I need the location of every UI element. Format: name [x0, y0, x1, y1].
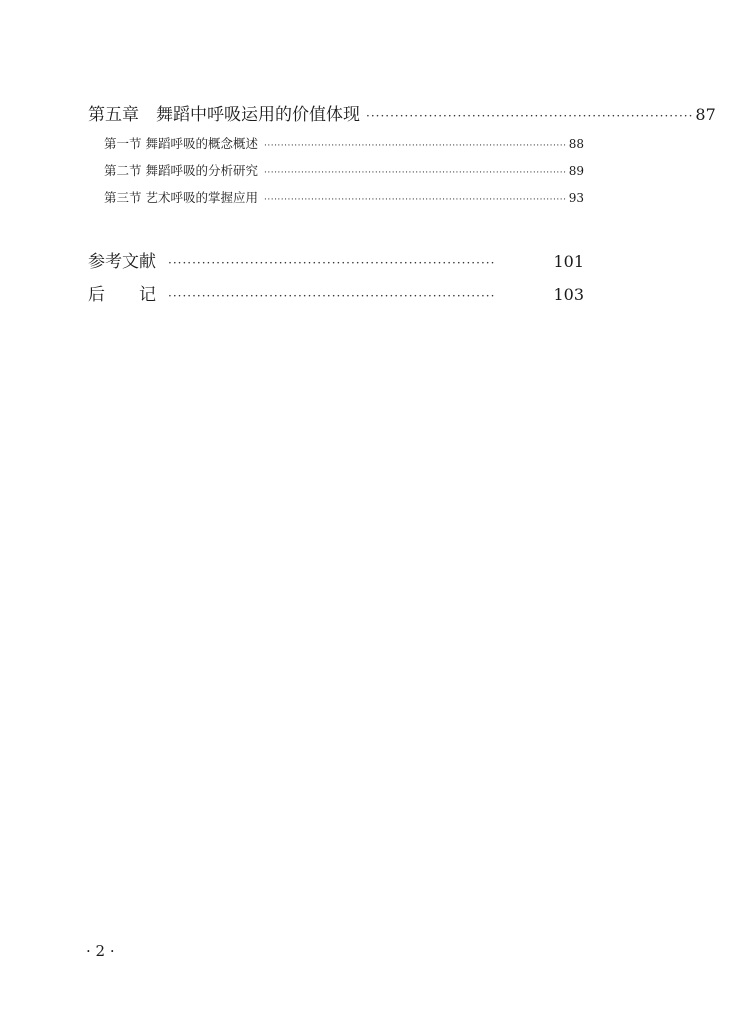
dot-leader: ···································································· — [168, 289, 496, 303]
toc-section-3[interactable] — [88, 184, 584, 211]
toc-section-2[interactable] — [88, 157, 584, 184]
dot-leader: ·························································································· — [263, 141, 567, 151]
toc-section-1[interactable] — [88, 130, 584, 157]
backmatter — [88, 245, 584, 311]
dot-leader: ·························································································· — [263, 168, 567, 178]
toc-afterword[interactable] — [88, 278, 584, 311]
references-title: 参考文献 — [88, 252, 156, 272]
page-folio: · 2 · — [86, 942, 115, 960]
dot-leader: ···································································· — [168, 256, 496, 270]
page-number: 103 — [553, 285, 584, 304]
section-title: 第一节 舞蹈呼吸的概念概述 — [104, 136, 258, 151]
toc-references[interactable] — [88, 245, 584, 278]
chapter-title: 第五章 舞蹈中呼吸运用的价值体现 — [88, 105, 360, 125]
page-number: 101 — [553, 252, 584, 271]
page-number: 89 — [568, 164, 584, 178]
section-title: 第三节 艺术呼吸的掌握应用 — [104, 190, 258, 205]
page-number: 93 — [568, 191, 584, 205]
dot-leader: ·························································································· — [263, 195, 567, 205]
table-of-contents — [88, 100, 716, 311]
page-number: 87 — [695, 105, 716, 124]
toc-chapter-5[interactable] — [88, 100, 716, 130]
section-title: 第二节 舞蹈呼吸的分析研究 — [104, 163, 258, 178]
page-number: 88 — [568, 137, 584, 151]
afterword-title: 后记 — [88, 285, 190, 305]
dot-leader: ···································································· — [366, 109, 694, 123]
